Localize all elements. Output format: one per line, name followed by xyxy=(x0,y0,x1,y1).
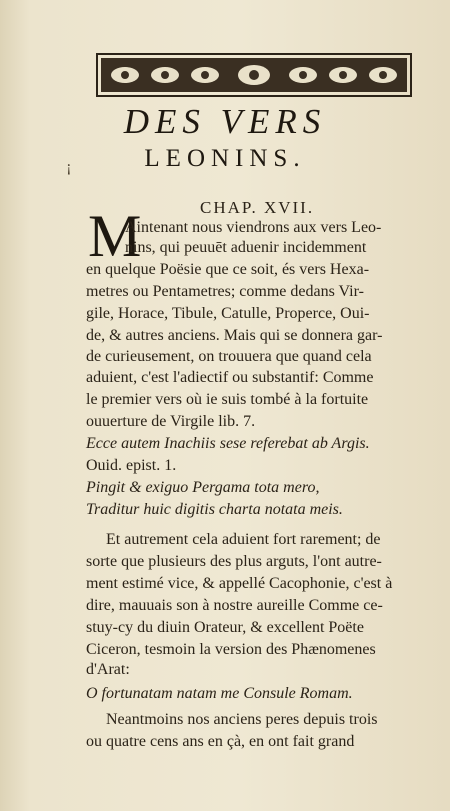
decorative-headpiece-ornament xyxy=(95,52,413,98)
text-line: aduient, c'est l'adiectif ou substantif: Comme xyxy=(86,369,374,386)
text-line: Aintenant nous viendrons aux vers Leo- xyxy=(125,219,382,236)
text-line: le premier vers où ie suis tombé à la fortuite xyxy=(86,391,369,408)
text-line: gile, Horace, Tibule, Catulle, Properce, Oui- xyxy=(86,305,370,322)
quotation-line: O fortunatam natam me Consule Romam. xyxy=(86,685,353,702)
text-line: de curieusement, on trouuera que quand cela xyxy=(86,348,372,365)
text-line: stuy-cy du diuin Orateur, & excellent Poëte xyxy=(86,619,364,636)
text-line: Neantmoins nos anciens peres depuis trois xyxy=(106,711,378,728)
text-line: Ciceron, tesmoin la version des Phænomenes xyxy=(86,641,376,658)
text-line: dire, mauuais son à nostre aureille Comme ce- xyxy=(86,597,383,614)
text-line: ment estimé vice, & appellé Cacophonie, c'est à xyxy=(86,575,393,592)
chapter-heading: CHAP. XVII. xyxy=(200,198,315,217)
text-line: Et autrement cela aduient fort rarement; de xyxy=(106,531,381,548)
citation-line: Ouid. epist. 1. xyxy=(86,457,177,474)
page-title-line-1: DES VERS xyxy=(123,102,327,141)
text-line: de, & autres anciens. Mais qui se donnera gar- xyxy=(86,327,383,344)
text-line: ou quatre cens ans en çà, en ont fait grand xyxy=(86,733,355,750)
margin-mark: ¡ xyxy=(66,160,72,176)
text-line: nins, qui peuuēt aduenir incidemment xyxy=(125,239,367,256)
text-line: sorte que plusieurs des plus arguts, l'ont autre- xyxy=(86,553,382,570)
text-line: ouuerture de Virgile lib. 7. xyxy=(86,413,256,430)
text-line: d'Arat: xyxy=(86,661,130,678)
quotation-line: Pingit & exiguo Pergama tota mero, xyxy=(86,479,320,496)
quotation-line: Ecce autem Inachiis sese referebat ab Argis. xyxy=(86,435,370,452)
drop-cap: M xyxy=(88,203,142,269)
quotation-line: Traditur huic digitis charta notata meis. xyxy=(86,501,343,518)
page-title-line-2: LEONINS. xyxy=(144,145,306,172)
text-line: en quelque Poësie que ce soit, és vers Hexa- xyxy=(86,261,370,278)
text-line: metres ou Pentametres; comme dedans Vir- xyxy=(86,283,364,300)
